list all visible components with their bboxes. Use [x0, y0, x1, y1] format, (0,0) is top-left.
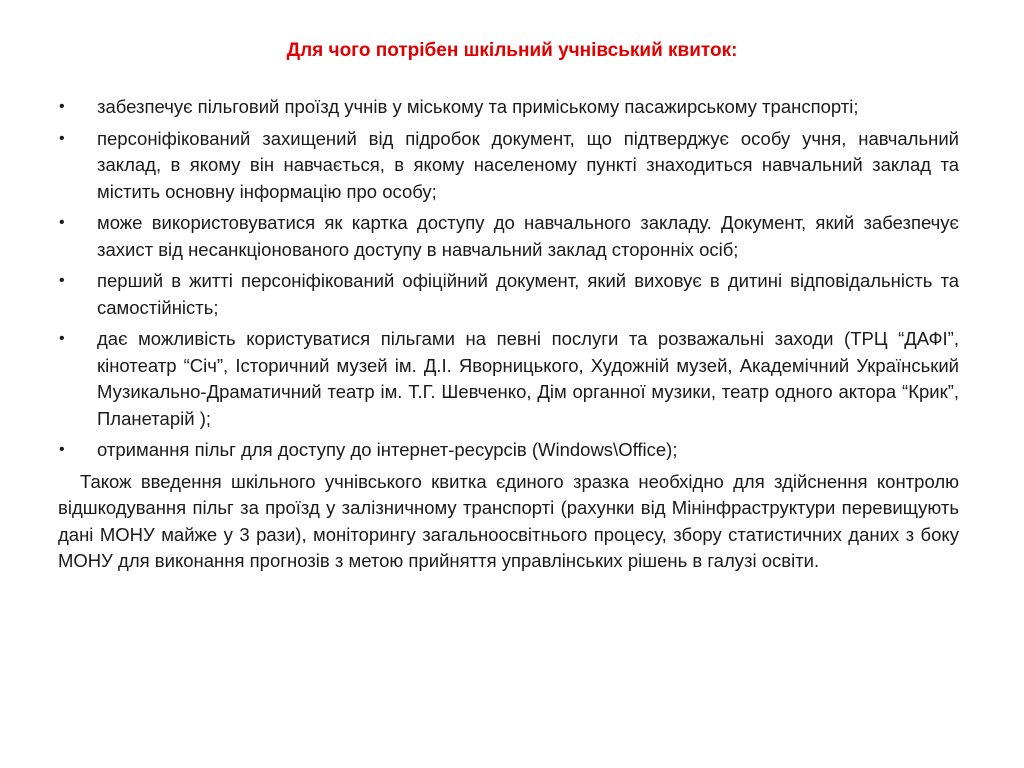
bullet-text: перший в житті персоніфікований офіційний документ, який виховує в дитині відповідальність та самостійність; — [97, 270, 959, 318]
bullet-marker: • — [59, 214, 65, 231]
slide-title: Для чого потрібен шкільний учнівський квиток: — [286, 40, 738, 61]
bullet-text: дає можливість користуватися пільгами на певні послуги та розважальні заходи (ТРЦ “ДАФІ”, кінотеатр “Січ”, Історичний музей ім. Д.І. Яворницького, Художній музей, Академічний Український Музикально-Драматичний театр ім. Т.Г. Шевченко, Дім органної музики, театр одного актора “Крик”, Планетарій ); — [97, 328, 959, 429]
bullet-marker: • — [59, 98, 65, 115]
bullet-marker: • — [59, 129, 65, 147]
bullet-text: може використовуватися як картка доступу до навчального закладу. Документ, який забезпечує захист від несанкціонованого доступу в навчальний заклад сторонніх осіб; — [97, 212, 959, 260]
bullet-marker: • — [59, 272, 65, 289]
bullet-item-internet — [58, 437, 959, 464]
bullet-item-transport — [58, 94, 959, 121]
bullet-text: забезпечує пільговий проїзд учнів у міському та приміському пасажирському транспорті; — [97, 96, 859, 117]
bullet-marker: • — [59, 441, 65, 458]
bullet-marker: • — [59, 330, 65, 347]
bullet-item-personal-document — [58, 126, 959, 206]
bullet-item-discounts — [58, 326, 959, 432]
bullet-text: отримання пільг для доступу до інтернет-ресурсів (Windows\Office); — [97, 439, 678, 460]
bullet-list — [58, 94, 959, 464]
bullet-item-first-document — [58, 268, 959, 321]
bullet-item-access-card — [58, 210, 959, 263]
summary-paragraph: Також введення шкільного учнівського квитка єдиного зразка необхідно для здійснення контролю відшкодування пільг за проїзд у залізничному транспорті (рахунки від Мінінфраструктури перевищують дані МОНУ майже у 3 рази), моніторингу загальноосвітнього процесу, збору статистичних даних з боку МОНУ для виконання прогнозів з метою прийняття управлінських рішень в галузі освіти. — [58, 470, 959, 571]
slide-content — [58, 94, 959, 575]
bullet-text: персоніфікований захищений від підробок документ, що підтверджує особу учня, навчальний заклад, в якому він навчається, в якому населеному пункті знаходиться навчальний заклад та містить основну інформацію про особу; — [97, 127, 959, 202]
